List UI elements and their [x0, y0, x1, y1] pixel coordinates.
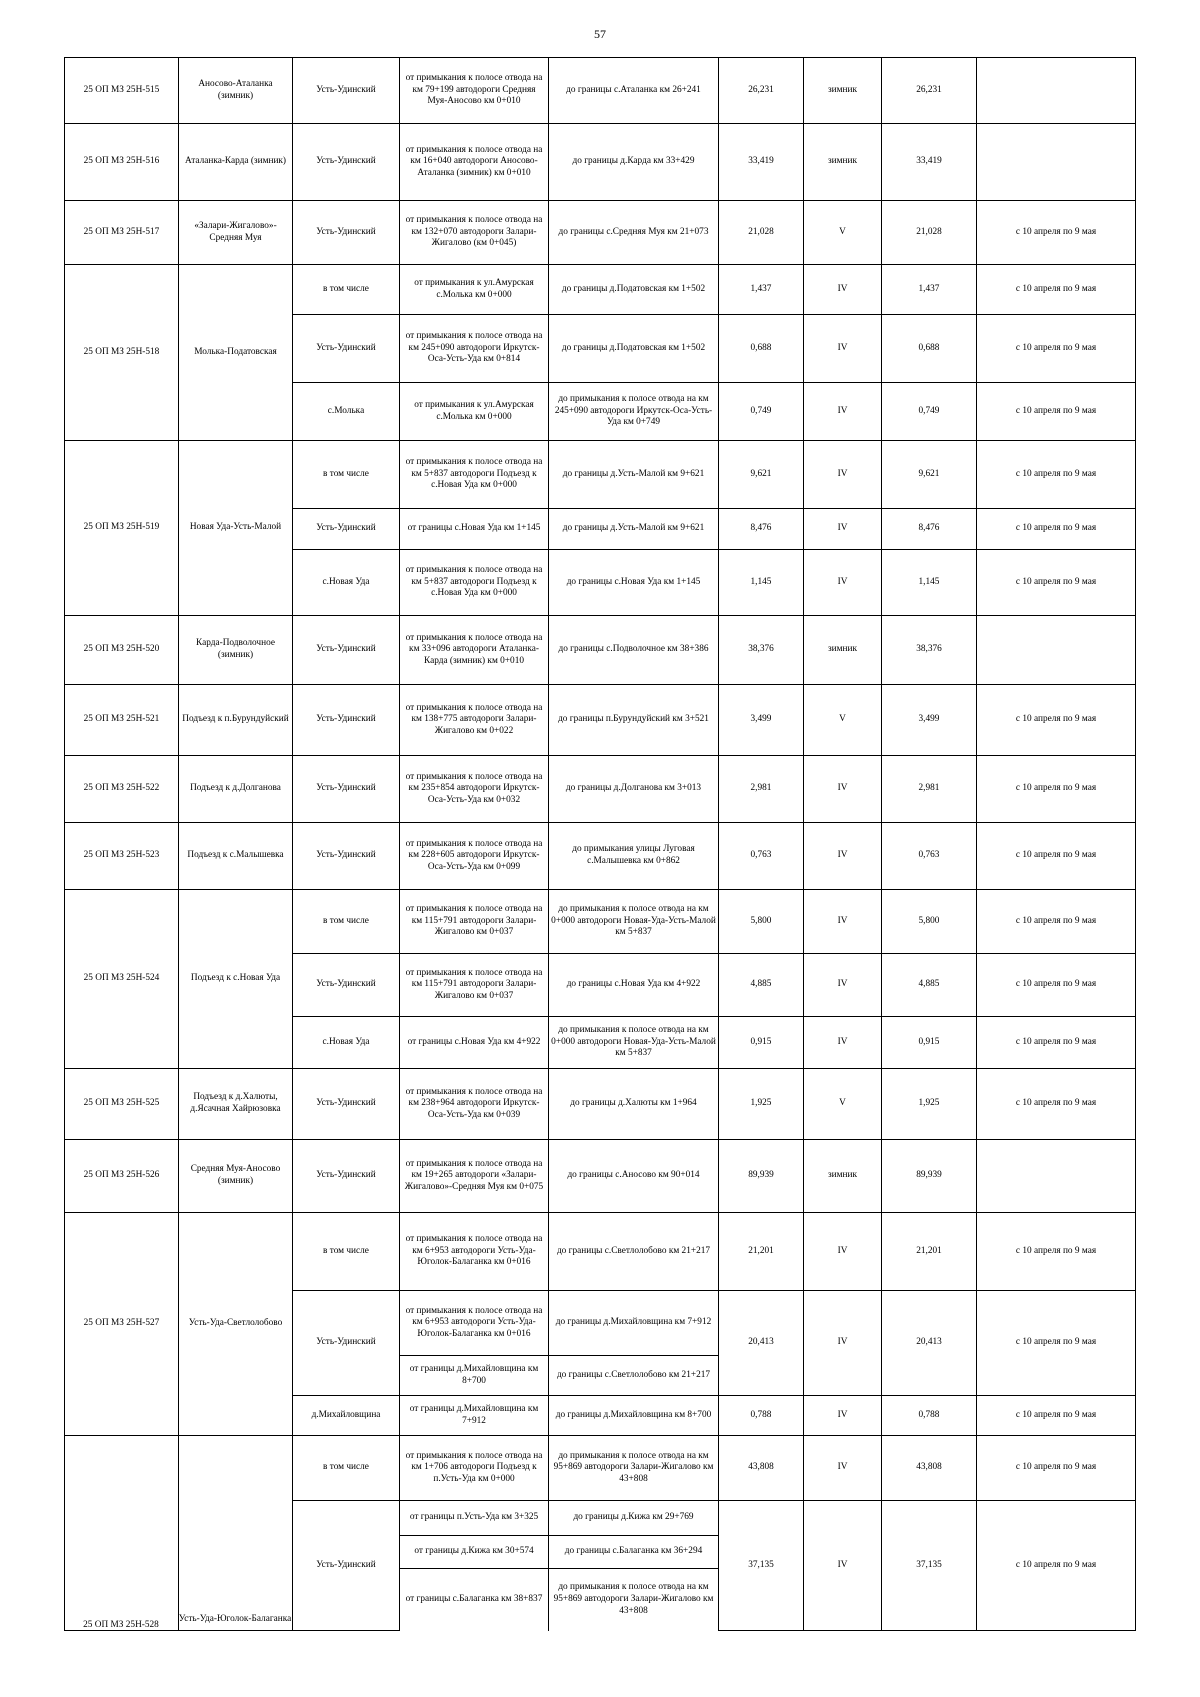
table-cell: от границы с.Новая Уда км 1+145 [400, 509, 549, 550]
table-cell: 38,376 [719, 616, 804, 685]
table-cell: Усть-Удинский [293, 685, 400, 756]
table-cell: 38,376 [882, 616, 977, 685]
table-cell: до границы д.Михайловщина км 8+700 [549, 1396, 719, 1436]
table-cell: от границы д.Михайловщина км 7+912 [400, 1396, 549, 1436]
table-cell: с 10 апреля по 9 мая [977, 201, 1136, 265]
table-cell: до примыкания к полосе отвода на км 95+869 автодороги Залари-Жигалово км 43+808 [549, 1569, 719, 1631]
table-cell: до границы д.Карда км 33+429 [549, 124, 719, 201]
table-cell: до примыкания к полосе отвода на км 0+000 автодороги Новая-Уда-Усть-Малой км 5+837 [549, 890, 719, 954]
table-row [65, 441, 1136, 509]
table-cell: 9,621 [882, 441, 977, 509]
table-cell: зимник [804, 1140, 882, 1213]
table-cell: до границы с.Новая Уда км 4+922 [549, 954, 719, 1017]
table-cell: 0,688 [719, 315, 804, 383]
table-cell: 21,028 [882, 201, 977, 265]
table-cell: с 10 апреля по 9 мая [977, 509, 1136, 550]
table-cell: с 10 апреля по 9 мая [977, 1501, 1136, 1631]
table-cell: 3,499 [882, 685, 977, 756]
table-cell: от примыкания к полосе отвода на км 138+775 автодороги Залари-Жигалово км 0+022 [400, 685, 549, 756]
roads-table [64, 57, 1136, 1631]
table-cell: Усть-Удинский [293, 1291, 400, 1396]
table-cell: д.Михайловщина [293, 1396, 400, 1436]
table-cell: 25 ОП МЗ 25Н-525 [65, 1069, 179, 1140]
table-cell: Аносово-Аталанка (зимник) [179, 58, 293, 124]
table-cell: с 10 апреля по 9 мая [977, 1396, 1136, 1436]
table-cell: IV [804, 1017, 882, 1069]
table-cell: до границы д.Михайловщина км 7+912 [549, 1291, 719, 1356]
table-cell: 21,201 [719, 1213, 804, 1291]
table-cell: 25 ОП МЗ 25Н-521 [65, 685, 179, 756]
table-cell: IV [804, 1396, 882, 1436]
table-row [65, 1140, 1136, 1213]
table-cell: IV [804, 550, 882, 616]
table-cell: 8,476 [882, 509, 977, 550]
table-row [65, 58, 1136, 124]
table-cell: от примыкания к полосе отвода на км 33+096 автодороги Аталанка-Карда (зимник) км 0+010 [400, 616, 549, 685]
table-row [65, 124, 1136, 201]
table-cell: зимник [804, 124, 882, 201]
table-cell: 1,925 [882, 1069, 977, 1140]
table-row [65, 616, 1136, 685]
table-cell: от примыкания к полосе отвода на км 115+791 автодороги Залари-Жигалово км 0+037 [400, 954, 549, 1017]
table-cell: 21,201 [882, 1213, 977, 1291]
table-cell: Подъезд к п.Бурундуйский [179, 685, 293, 756]
table-cell: 89,939 [719, 1140, 804, 1213]
table-cell: 33,419 [882, 124, 977, 201]
table-cell: 25 ОП МЗ 25Н-526 [65, 1140, 179, 1213]
table-cell: от примыкания к полосе отвода на км 1+706 автодороги Подъезд к п.Усть-Уда км 0+000 [400, 1436, 549, 1501]
table-cell: 26,231 [882, 58, 977, 124]
table-cell: Усть-Удинский [293, 509, 400, 550]
road-name-528: Усть-Уда-Юголок-Балаганка [178, 1614, 292, 1624]
table-cell: до границы с.Светлолобово км 21+217 [549, 1356, 719, 1396]
table-cell: Подъезд к д.Халюты, д.Ясачная Хайрюзовка [179, 1069, 293, 1140]
table-cell: до границы с.Новая Уда км 1+145 [549, 550, 719, 616]
table-cell: 25 ОП МЗ 25Н-524 [65, 890, 179, 1069]
table-cell: до примыкания к полосе отвода на км 0+000 автодороги Новая-Уда-Усть-Малой км 5+837 [549, 1017, 719, 1069]
table-cell: Усть-Удинский [293, 1140, 400, 1213]
table-cell: IV [804, 315, 882, 383]
table-cell: «Залари-Жигалово»-Средняя Муя [179, 201, 293, 265]
table-cell: с.Новая Уда [293, 550, 400, 616]
table-cell: 0,749 [882, 383, 977, 441]
table-cell: Усть-Удинский [293, 823, 400, 890]
table-cell: IV [804, 1436, 882, 1501]
table-cell: с 10 апреля по 9 мая [977, 823, 1136, 890]
table-cell: с 10 апреля по 9 мая [977, 383, 1136, 441]
table-cell: Усть-Удинский [293, 58, 400, 124]
table-cell: 4,885 [719, 954, 804, 1017]
table-cell: 4,885 [882, 954, 977, 1017]
table-cell: IV [804, 1291, 882, 1396]
table-cell: до границы д.Усть-Малой км 9+621 [549, 509, 719, 550]
table-cell: до границы с.Средняя Муя км 21+073 [549, 201, 719, 265]
table-cell: от примыкания к полосе отвода на км 235+854 автодороги Иркутск-Оса-Усть-Уда км 0+032 [400, 756, 549, 823]
table-cell: 0,788 [882, 1396, 977, 1436]
table-cell: 25 ОП МЗ 25Н-520 [65, 616, 179, 685]
table-cell: 25 ОП МЗ 25Н-518 [65, 265, 179, 441]
table-cell: Усть-Удинский [293, 1069, 400, 1140]
table-cell: от границы с.Новая Уда км 4+922 [400, 1017, 549, 1069]
table-cell: с 10 апреля по 9 мая [977, 1291, 1136, 1396]
table-cell: от границы п.Усть-Уда км 3+325 [400, 1501, 549, 1536]
table-cell: IV [804, 954, 882, 1017]
table-cell: IV [804, 383, 882, 441]
table-cell: V [804, 685, 882, 756]
table-cell [65, 1436, 179, 1631]
table-cell: 5,800 [882, 890, 977, 954]
table-cell: от примыкания к полосе отвода на км 132+070 автодороги Залари-Жигалово (км 0+045) [400, 201, 549, 265]
table-cell: с 10 апреля по 9 мая [977, 756, 1136, 823]
table-cell: от примыкания к полосе отвода на км 6+953 автодороги Усть-Уда-Юголок-Балаганка км 0+016 [400, 1213, 549, 1291]
table-cell: с 10 апреля по 9 мая [977, 1017, 1136, 1069]
table-cell: до примыкания к полосе отвода на км 95+869 автодороги Залари-Жигалово км 43+808 [549, 1436, 719, 1501]
table-cell: 26,231 [719, 58, 804, 124]
table-cell: с.Новая Уда [293, 1017, 400, 1069]
table-cell: IV [804, 509, 882, 550]
table-cell: зимник [804, 58, 882, 124]
table-cell: IV [804, 890, 882, 954]
table-cell: с 10 апреля по 9 мая [977, 1069, 1136, 1140]
table-cell: IV [804, 265, 882, 315]
table-cell: от примыкания к полосе отвода на км 19+265 автодороги «Залари-Жигалово»-Средняя Муя км 0+075 [400, 1140, 549, 1213]
table-cell: до границы с.Аталанка км 26+241 [549, 58, 719, 124]
table-cell: от примыкания к полосе отвода на км 6+953 автодороги Усть-Уда-Юголок-Балаганка км 0+016 [400, 1291, 549, 1356]
table-cell: до границы с.Подволочное км 38+386 [549, 616, 719, 685]
table-cell: 2,981 [882, 756, 977, 823]
table-cell: 25 ОП МЗ 25Н-527 [65, 1213, 179, 1436]
table-row [65, 890, 1136, 954]
table-cell: в том числе [293, 890, 400, 954]
table-cell: IV [804, 441, 882, 509]
table-cell: до границы д.Кижа км 29+769 [549, 1501, 719, 1536]
table-cell: 0,763 [882, 823, 977, 890]
table-cell: IV [804, 1213, 882, 1291]
table-cell: Усть-Уда-Светлолобово [179, 1213, 293, 1436]
table-cell: 25 ОП МЗ 25Н-516 [65, 124, 179, 201]
table-cell: с 10 апреля по 9 мая [977, 441, 1136, 509]
table-cell: 25 ОП МЗ 25Н-517 [65, 201, 179, 265]
table-cell: 0,915 [719, 1017, 804, 1069]
table-cell: до границы д.Податовская км 1+502 [549, 265, 719, 315]
table-cell: 0,915 [882, 1017, 977, 1069]
table-cell: до границы д.Долганова км 3+013 [549, 756, 719, 823]
table-cell: Усть-Удинский [293, 1501, 400, 1631]
table-cell: с 10 апреля по 9 мая [977, 954, 1136, 1017]
table-cell: 1,437 [882, 265, 977, 315]
table-cell: 0,788 [719, 1396, 804, 1436]
table-cell: от примыкания к полосе отвода на км 245+090 автодороги Иркутск-Оса-Усть-Уда км 0+814 [400, 315, 549, 383]
table-cell: 8,476 [719, 509, 804, 550]
page-number: 57 [594, 27, 606, 41]
table-cell: с 10 апреля по 9 мая [977, 890, 1136, 954]
table-cell: 2,981 [719, 756, 804, 823]
table-cell: до границы д.Податовская км 1+502 [549, 315, 719, 383]
table-cell: Усть-Удинский [293, 315, 400, 383]
table-cell: 5,800 [719, 890, 804, 954]
table-cell: Молька-Податовская [179, 265, 293, 441]
table-cell: в том числе [293, 1213, 400, 1291]
table-cell: 1,437 [719, 265, 804, 315]
table-cell: 89,939 [882, 1140, 977, 1213]
table-cell: Новая Уда-Усть-Малой [179, 441, 293, 616]
table-row [65, 1213, 1136, 1291]
table-cell: до границы с.Светлолобово км 21+217 [549, 1213, 719, 1291]
table-row [65, 823, 1136, 890]
table-cell: 1,145 [882, 550, 977, 616]
table-cell: в том числе [293, 1436, 400, 1501]
table-cell: Усть-Удинский [293, 124, 400, 201]
table-cell: до примыкания к полосе отвода на км 245+090 автодороги Иркутск-Оса-Усть-Уда км 0+749 [549, 383, 719, 441]
table-cell: с.Молька [293, 383, 400, 441]
table-cell: 43,808 [719, 1436, 804, 1501]
table-cell: Подъезд к с.Малышевка [179, 823, 293, 890]
table-cell: 0,749 [719, 383, 804, 441]
table-cell: 20,413 [719, 1291, 804, 1396]
table-cell: 37,135 [882, 1501, 977, 1631]
table-cell: 37,135 [719, 1501, 804, 1631]
table-cell: от границы д.Кижа км 30+574 [400, 1536, 549, 1569]
table-cell: IV [804, 823, 882, 890]
table-cell: Усть-Удинский [293, 616, 400, 685]
table-cell [179, 1436, 293, 1631]
table-cell: 33,419 [719, 124, 804, 201]
table-cell: с 10 апреля по 9 мая [977, 1436, 1136, 1501]
table-cell: от примыкания к полосе отвода на км 79+199 автодороги Средняя Муя-Аносово км 0+010 [400, 58, 549, 124]
table-cell: от примыкания к полосе отвода на км 16+040 автодороги Аносово-Аталанка (зимник) км 0+010 [400, 124, 549, 201]
table-cell: от примыкания к ул.Амурская с.Молька км 0+000 [400, 383, 549, 441]
table-cell: IV [804, 756, 882, 823]
table-cell: до границы с.Балаганка км 36+294 [549, 1536, 719, 1569]
table-cell: 0,763 [719, 823, 804, 890]
table-cell: 25 ОП МЗ 25Н-522 [65, 756, 179, 823]
table-cell: в том числе [293, 441, 400, 509]
table-cell [977, 1140, 1136, 1213]
table-cell: 1,925 [719, 1069, 804, 1140]
table-cell [977, 124, 1136, 201]
table-cell: с 10 апреля по 9 мая [977, 685, 1136, 756]
table-cell [977, 616, 1136, 685]
table-cell: от примыкания к полосе отвода на км 228+605 автодороги Иркутск-Оса-Усть-Уда км 0+099 [400, 823, 549, 890]
table-cell: от примыкания к ул.Амурская с.Молька км 0+000 [400, 265, 549, 315]
table-cell: до границы д.Халюты км 1+964 [549, 1069, 719, 1140]
table-cell: 25 ОП МЗ 25Н-519 [65, 441, 179, 616]
table-row [65, 1069, 1136, 1140]
table-cell: 3,499 [719, 685, 804, 756]
table-cell: Подъезд к с.Новая Уда [179, 890, 293, 1069]
table-cell: до границы п.Бурундуйский км 3+521 [549, 685, 719, 756]
table-cell: 43,808 [882, 1436, 977, 1501]
table-cell: до примыкания улицы Луговая с.Малышевка км 0+862 [549, 823, 719, 890]
table-cell: 25 ОП МЗ 25Н-515 [65, 58, 179, 124]
table-row [65, 1436, 1136, 1501]
table-cell: 25 ОП МЗ 25Н-523 [65, 823, 179, 890]
table-cell: с 10 апреля по 9 мая [977, 1213, 1136, 1291]
table-cell: с 10 апреля по 9 мая [977, 265, 1136, 315]
table-cell: с 10 апреля по 9 мая [977, 550, 1136, 616]
table-cell: 0,688 [882, 315, 977, 383]
table-cell: от границы с.Балаганка км 38+837 [400, 1569, 549, 1631]
table-cell: зимник [804, 616, 882, 685]
table-cell: от примыкания к полосе отвода на км 238+964 автодороги Иркутск-Оса-Усть-Уда км 0+039 [400, 1069, 549, 1140]
table-cell: Подъезд к д.Долганова [179, 756, 293, 823]
table-cell: Карда-Подволочное (зимник) [179, 616, 293, 685]
table-cell: V [804, 1069, 882, 1140]
table-cell [977, 58, 1136, 124]
table-cell: Усть-Удинский [293, 756, 400, 823]
table-cell: от примыкания к полосе отвода на км 115+791 автодороги Залари-Жигалово км 0+037 [400, 890, 549, 954]
table-cell: Средняя Муя-Аносово (зимник) [179, 1140, 293, 1213]
table-row [65, 756, 1136, 823]
table-cell: Аталанка-Карда (зимник) [179, 124, 293, 201]
table-cell: с 10 апреля по 9 мая [977, 315, 1136, 383]
table-cell: 1,145 [719, 550, 804, 616]
road-id-528: 25 ОП МЗ 25Н-528 [83, 1620, 159, 1630]
table-cell: Усть-Удинский [293, 201, 400, 265]
table-cell: в том числе [293, 265, 400, 315]
table-cell: V [804, 201, 882, 265]
table-row [65, 265, 1136, 315]
table-cell: IV [804, 1501, 882, 1631]
table-cell: от примыкания к полосе отвода на км 5+837 автодороги Подъезд к с.Новая Уда км 0+000 [400, 441, 549, 509]
table-cell: 9,621 [719, 441, 804, 509]
table-cell: до границы с.Аносово км 90+014 [549, 1140, 719, 1213]
table-row [65, 201, 1136, 265]
table-cell: Усть-Удинский [293, 954, 400, 1017]
table-cell: 21,028 [719, 201, 804, 265]
table-cell: от границы д.Михайловщина км 8+700 [400, 1356, 549, 1396]
table-cell: до границы д.Усть-Малой км 9+621 [549, 441, 719, 509]
table-row [65, 685, 1136, 756]
table-cell: 20,413 [882, 1291, 977, 1396]
table-cell: от примыкания к полосе отвода на км 5+837 автодороги Подъезд к с.Новая Уда км 0+000 [400, 550, 549, 616]
